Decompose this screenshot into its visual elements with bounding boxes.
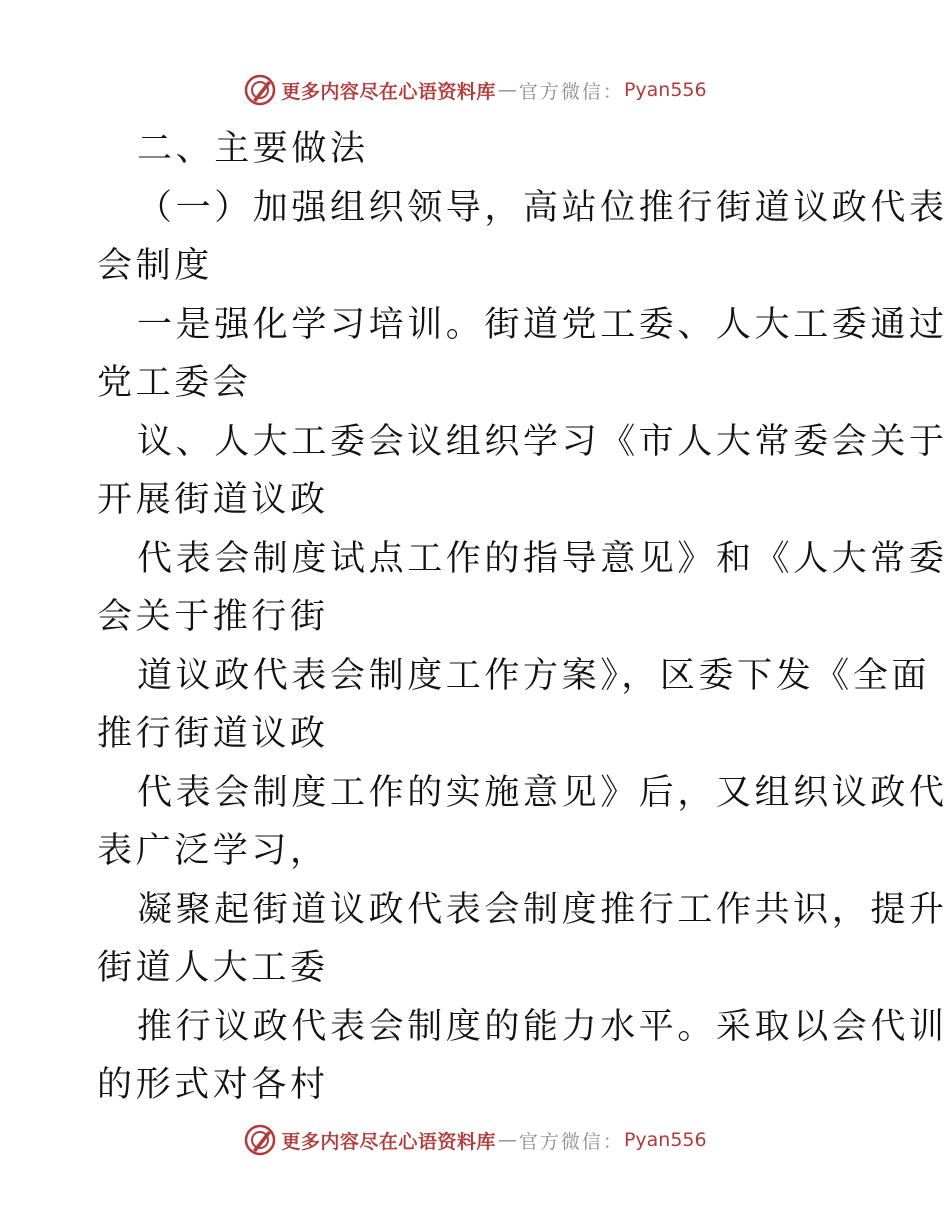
text-line: 代表会制度工作的实施意见》后，又组织议政代 xyxy=(137,772,948,813)
text-line: 的形式对各村 xyxy=(97,1065,329,1105)
footer-watermark-banner xyxy=(0,1120,950,1160)
text-line: 党工委会 xyxy=(97,363,252,403)
banner-wechat-id: Pyan556 xyxy=(623,79,707,101)
text-line: 凝聚起街道议政代表会制度推行工作共识，提升 xyxy=(137,889,948,930)
text-line: 会制度 xyxy=(97,246,213,286)
banner-separator: — xyxy=(497,1129,517,1151)
header-watermark-banner xyxy=(0,70,950,110)
pen-circle-logo-icon xyxy=(243,73,277,107)
banner-wechat-label: 官方微信： xyxy=(518,80,624,103)
text-line: 代表会制度试点工作的指导意见》和《人大常委 xyxy=(137,538,948,579)
banner-separator: — xyxy=(497,79,517,101)
banner-main-text: 更多内容尽在心语资料库 xyxy=(281,80,496,103)
pen-circle-logo-icon xyxy=(243,1123,277,1157)
text-line: 推行议政代表会制度的能力水平。采取以会代训 xyxy=(137,1006,948,1047)
text-line: 街道人大工委 xyxy=(97,948,329,988)
banner-wechat-label: 官方微信： xyxy=(518,1130,624,1153)
document-body xyxy=(97,120,948,1115)
text-line: 开展街道议政 xyxy=(97,480,329,520)
text-line: 推行街道议政 xyxy=(97,714,329,754)
subsection-heading: （一）加强组织领导，高站位推行街道议政代表 xyxy=(137,187,948,228)
text-line: 表广泛学习， xyxy=(97,831,329,871)
text-line: 会关于推行街 xyxy=(97,597,329,637)
text-line: 道议政代表会制度工作方案》，区委下发《全面 xyxy=(137,655,931,696)
text-line: 议、人大工委会议组织学习《市人大常委会关于 xyxy=(137,421,948,462)
banner-wechat-id: Pyan556 xyxy=(623,1129,707,1151)
text-line: 一是强化学习培训。街道党工委、人大工委通过 xyxy=(137,304,948,345)
banner-main-text: 更多内容尽在心语资料库 xyxy=(281,1130,496,1153)
section-heading: 二、主要做法 xyxy=(137,129,369,169)
